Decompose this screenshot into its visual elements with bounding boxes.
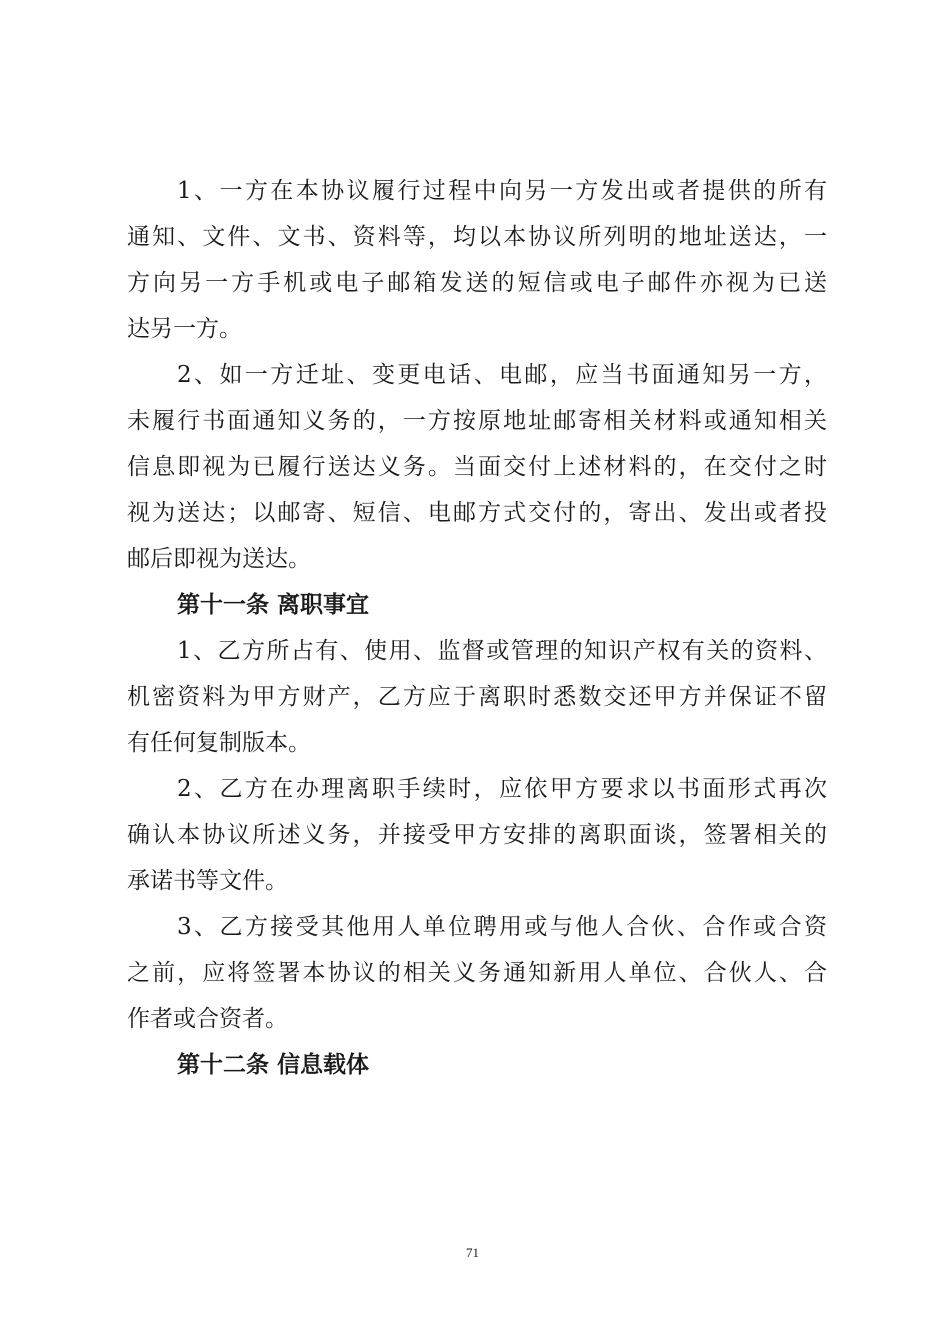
section-heading [127, 582, 827, 628]
paragraph [127, 904, 827, 1042]
heading-text: 第十二条 信息载体 [177, 1052, 370, 1078]
paragraph-line: 信息即视为已履行送达义务。当面交付上述材料的，在交付之时 [127, 454, 827, 480]
paragraph-line: 达另一方。 [127, 316, 242, 342]
paragraph [127, 168, 827, 352]
paragraph-line: 承诺书等文件。 [127, 868, 288, 894]
paragraph-line: 2、如一方迁址、变更电话、电邮，应当书面通知另一方， [177, 362, 827, 388]
paragraph-line: 通知、文件、文书、资料等，均以本协议所列明的地址送达，一 [127, 224, 827, 250]
paragraph-line: 2、乙方在办理离职手续时，应依甲方要求以书面形式再次 [177, 776, 827, 802]
paragraph-line: 1、一方在本协议履行过程中向另一方发出或者提供的所有 [177, 178, 827, 204]
paragraph [127, 628, 827, 766]
paragraph-line: 视为送达；以邮寄、短信、电邮方式交付的，寄出、发出或者投 [127, 500, 827, 526]
heading-text: 第十一条 离职事宜 [177, 592, 370, 618]
paragraph [127, 352, 827, 582]
page-number: 71 [466, 1245, 479, 1260]
paragraph-line: 邮后即视为送达。 [127, 546, 311, 572]
paragraph [127, 766, 827, 904]
paragraph-line: 方向另一方手机或电子邮箱发送的短信或电子邮件亦视为已送 [127, 270, 827, 296]
paragraph-line: 1、乙方所占有、使用、监督或管理的知识产权有关的资料、 [177, 638, 827, 664]
paragraph-line: 机密资料为甲方财产，乙方应于离职时悉数交还甲方并保证不留 [127, 684, 827, 710]
section-heading [127, 1042, 827, 1088]
paragraph-line: 之前，应将签署本协议的相关义务通知新用人单位、合伙人、合 [127, 960, 827, 986]
document-body [127, 168, 827, 1088]
paragraph-line: 未履行书面通知义务的，一方按原地址邮寄相关材料或通知相关 [127, 408, 827, 434]
paragraph-line: 3、乙方接受其他用人单位聘用或与他人合伙、合作或合资 [177, 914, 827, 940]
paragraph-line: 确认本协议所述义务，并接受甲方安排的离职面谈，签署相关的 [127, 822, 827, 848]
paragraph-line: 作者或合资者。 [127, 1006, 288, 1032]
paragraph-line: 有任何复制版本。 [127, 730, 311, 756]
